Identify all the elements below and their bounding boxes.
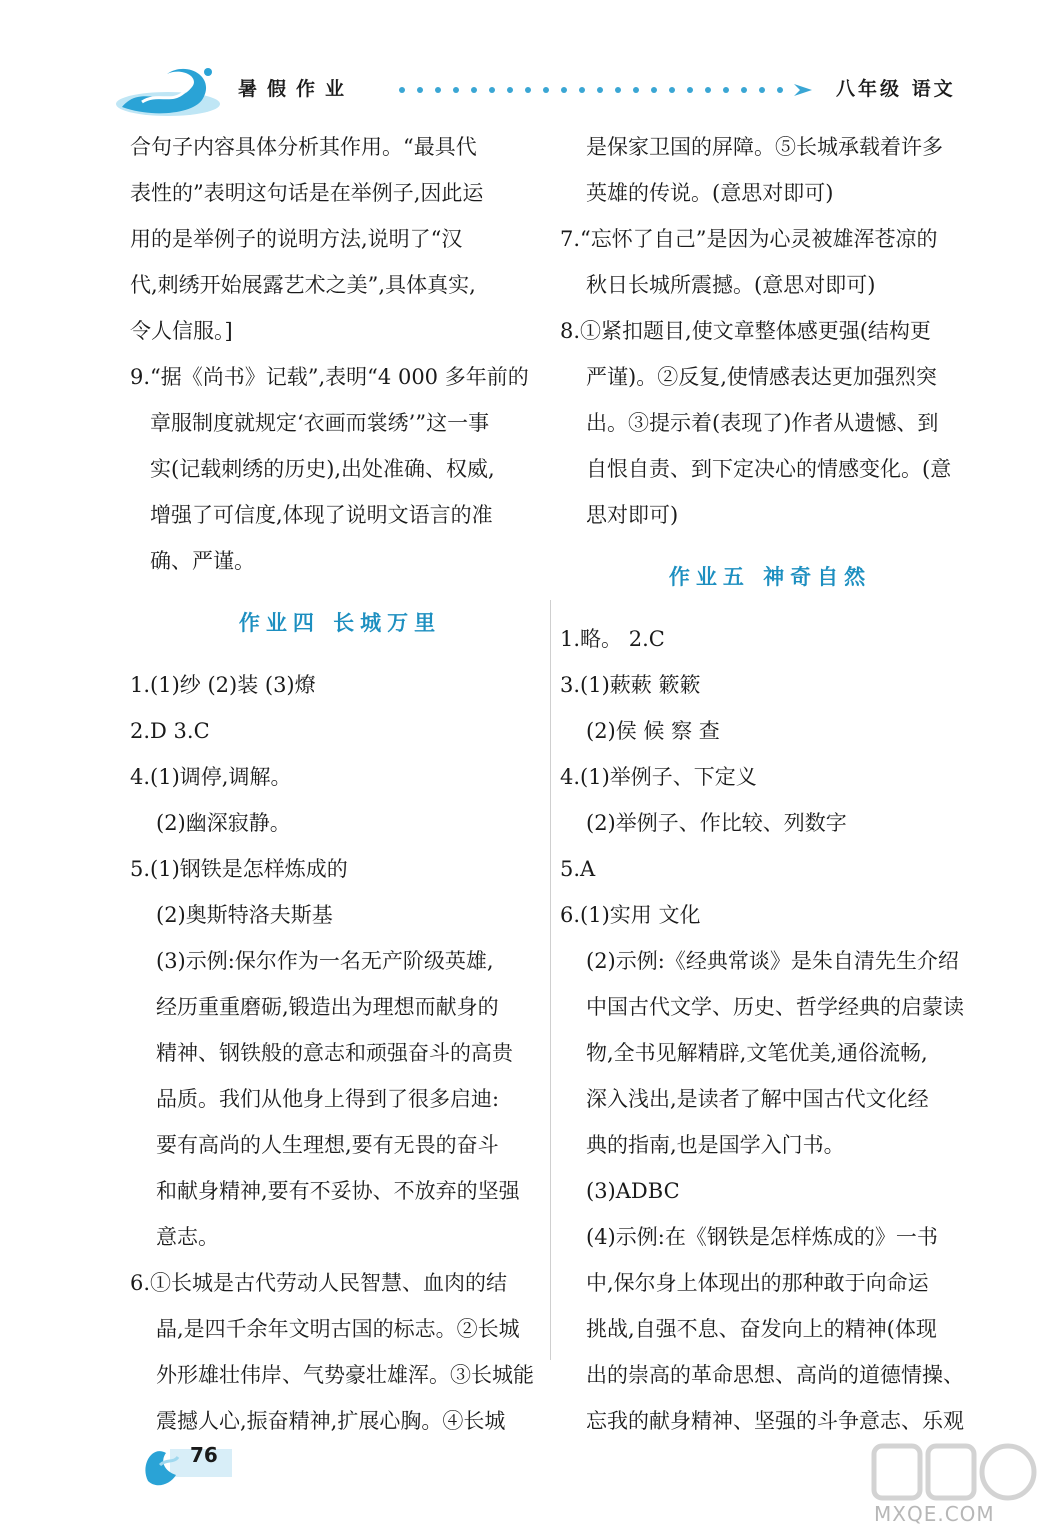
- answer-line: 意志。: [156, 1225, 219, 1249]
- answer-line: 精神、钢铁般的意志和顽强奋斗的高贵: [156, 1041, 513, 1065]
- answer-line: 出的崇高的革命思想、高尚的道德情操、: [586, 1363, 964, 1387]
- answer-line: 1.略。 2.C: [560, 627, 665, 651]
- text-line: 严谨)。②反复,使情感表达更加强烈突: [586, 365, 937, 389]
- text-line: 章服制度就规定‘衣画而裳绣’”这一事: [150, 411, 490, 435]
- column-divider: [550, 600, 551, 1360]
- series-title: 暑假作业: [238, 78, 355, 100]
- text-line: 用的是举例子的说明方法,说明了“汉: [130, 227, 463, 251]
- answer-line: (2)示例:《经典常谈》是朱自清先生介绍: [586, 949, 959, 973]
- text-line: 出。③提示着(表现了)作者从遗憾、到: [586, 411, 939, 435]
- watermark-text: MXQE.COM: [874, 1502, 995, 1526]
- text-line: 英雄的传说。(意思对即可): [586, 181, 834, 205]
- answer-line: 忘我的献身精神、坚强的斗争意志、乐观: [586, 1409, 964, 1433]
- left-column: [130, 124, 550, 1444]
- answer-line: 3.(1)蔌蔌 簌簌: [560, 673, 701, 697]
- text-line: 9.“据《尚书》记载”,表明“4 000 多年前的: [130, 365, 529, 389]
- answer-line: 4.(1)举例子、下定义: [560, 765, 757, 789]
- answer-line: 中,保尔身上体现出的那种敢于向命运: [586, 1271, 929, 1295]
- answer-line: 物,全书见解精辟,文笔优美,通俗流畅,: [586, 1041, 928, 1065]
- answer-line: (3)ADBC: [586, 1179, 680, 1203]
- answer-line: 2.D 3.C: [130, 719, 210, 743]
- grade-subject: 八年级 语文: [836, 78, 956, 100]
- answer-line: 晶,是四千余年文明古国的标志。②长城: [156, 1317, 520, 1341]
- answer-line: 5.A: [560, 857, 596, 881]
- answer-line: 6.①长城是古代劳动人民智慧、血肉的结: [130, 1271, 508, 1295]
- answer-line: 外形雄壮伟岸、气势豪壮雄浑。③长城能: [156, 1363, 534, 1387]
- answer-line: (4)示例:在《钢铁是怎样炼成的》一书: [586, 1225, 938, 1249]
- text-line: 表性的”表明这句话是在举例子,因此运: [130, 181, 484, 205]
- answer-line: 要有高尚的人生理想,要有无畏的奋斗: [156, 1133, 499, 1157]
- answer-line: 中国古代文学、历史、哲学经典的启蒙读: [586, 995, 964, 1019]
- answer-line: 4.(1)调停,调解。: [130, 765, 292, 789]
- text-line: 实(记载刺绣的历史),出处准确、权威,: [150, 457, 495, 481]
- text-line: 令人信服。]: [130, 319, 233, 343]
- text-line: 秋日长城所震撼。(意思对即可): [586, 273, 876, 297]
- text-line: 合句子内容具体分析其作用。“最具代: [130, 135, 477, 159]
- text-line: 是保家卫国的屏障。⑤长城承载着许多: [586, 135, 943, 159]
- answer-line: 震撼人心,振奋精神,扩展心胸。④长城: [156, 1409, 506, 1433]
- answer-line: (3)示例:保尔作为一名无产阶级英雄,: [156, 949, 494, 973]
- text-line: 思对即可): [586, 503, 679, 527]
- answer-line: 1.(1)纱 (2)装 (3)燎: [130, 673, 316, 697]
- answer-line: (2)侯 候 察 查: [586, 719, 720, 743]
- text-line: 确、严谨。: [150, 549, 255, 573]
- answer-line: (2)举例子、作比较、列数字: [586, 811, 847, 835]
- text-line: 自恨自责、到下定决心的情感变化。(意: [586, 457, 952, 481]
- text-line: 7.“忘怀了自己”是因为心灵被雄浑苍凉的: [560, 227, 938, 251]
- answer-line: 典的指南,也是国学入门书。: [586, 1133, 845, 1157]
- text-line: 8.①紧扣题目,使文章整体感更强(结构更: [560, 319, 931, 343]
- section-title-4: 作业四 长城万里: [238, 611, 442, 635]
- wave-logo-icon: [112, 52, 230, 122]
- right-column: [560, 124, 980, 1444]
- text-line: 增强了可信度,体现了说明文语言的准: [150, 503, 493, 527]
- answer-line: (2)幽深寂静。: [156, 811, 291, 835]
- dotted-rule-icon: [396, 83, 816, 97]
- answer-line: 品质。我们从他身上得到了很多启迪:: [156, 1087, 500, 1111]
- answer-line: 深入浅出,是读者了解中国古代文化经: [586, 1087, 929, 1111]
- section-title-5: 作业五 神奇自然: [668, 565, 872, 589]
- answer-line: 5.(1)钢铁是怎样炼成的: [130, 857, 348, 881]
- answer-line: 6.(1)实用 文化: [560, 903, 701, 927]
- answer-line: 挑战,自强不息、奋发向上的精神(体现: [586, 1317, 937, 1341]
- answer-line: 和献身精神,要有不妥协、不放弃的坚强: [156, 1179, 520, 1203]
- answer-line: 经历重重磨砺,锻造出为理想而献身的: [156, 995, 499, 1019]
- answer-line: (2)奥斯特洛夫斯基: [156, 903, 333, 927]
- page-number: 76: [190, 1443, 218, 1467]
- page-header: [0, 0, 1047, 120]
- text-line: 代,刺绣开始展露艺术之美”,具体真实,: [130, 273, 476, 297]
